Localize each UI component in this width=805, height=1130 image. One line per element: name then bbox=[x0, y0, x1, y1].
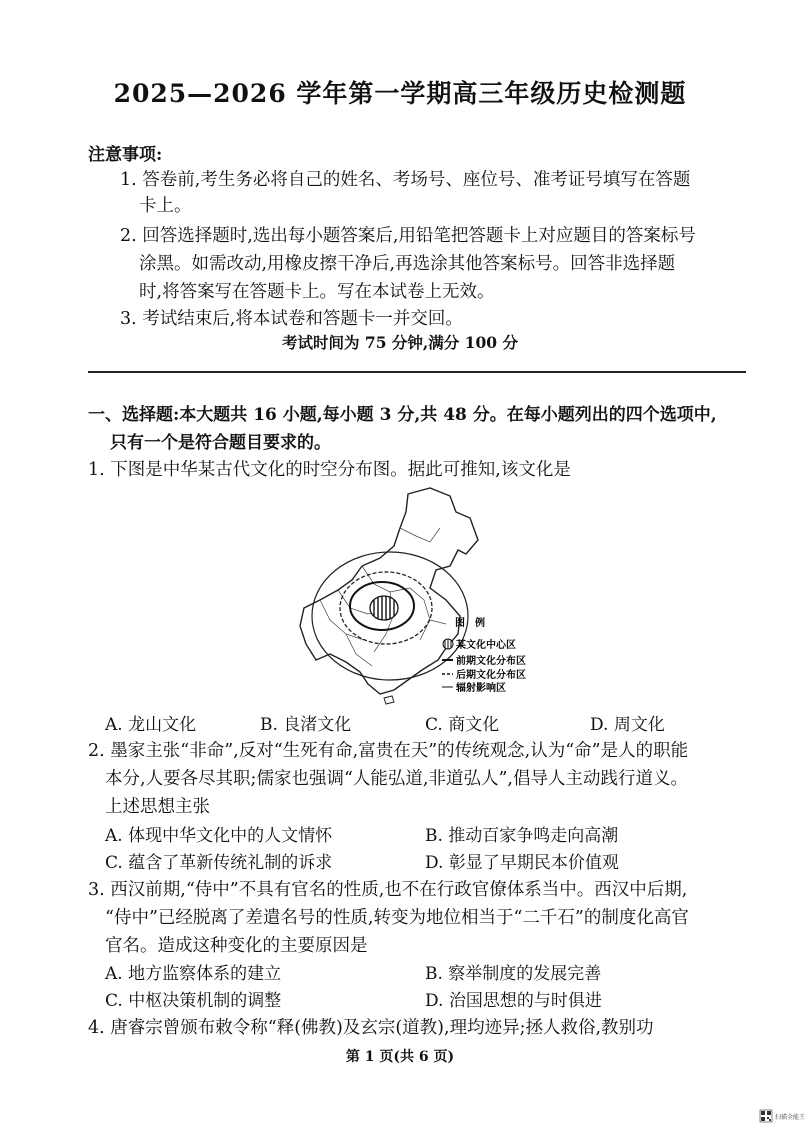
question-2-stem: 本分,人要各尽其职;儒家也强调“人能弘道,非道弘人”,倡导人主动践行道义。 bbox=[105, 769, 688, 789]
q1-option-a: A. 龙山文化 bbox=[105, 715, 197, 735]
legend-later: 后期文化分布区 bbox=[456, 670, 526, 681]
q2-option-d: D. 彰显了早期民本价值观 bbox=[425, 853, 619, 873]
notice-line: 涂黑。如需改动,用橡皮擦干净后,再选涂其他答案标号。回答非选择题 bbox=[139, 254, 676, 274]
notice-line: 卡上。 bbox=[139, 196, 192, 216]
q3-option-d: D. 治国思想的与时俱进 bbox=[425, 991, 602, 1011]
question-4-stem: 4. 唐睿宗曾颁布敕令称“释(佛教)及玄宗(道教),理均迹异;拯人救俗,教别功 bbox=[88, 1018, 654, 1038]
exam-time-note: 考试时间为 75 分钟,满分 100 分 bbox=[282, 333, 518, 352]
question-3-stem: “侍中”已经脱离了差遣名号的性质,转变为地位相当于“二千石”的制度化高官 bbox=[105, 908, 689, 928]
question-2-stem: 上述思想主张 bbox=[105, 797, 210, 817]
legend-early: 前期文化分布区 bbox=[456, 656, 526, 667]
q3-option-c: C. 中枢决策机制的调整 bbox=[105, 991, 282, 1011]
q3-option-b: B. 察举制度的发展完善 bbox=[425, 964, 602, 984]
watermark-text: 扫描全能王 bbox=[775, 1114, 805, 1121]
section-heading: 一、选择题:本大题共 16 小题,每小题 3 分,共 48 分。在每小题列出的四个选项中, bbox=[88, 405, 717, 425]
q2-option-c: C. 蕴含了革新传统礼制的诉求 bbox=[105, 853, 333, 873]
q1-option-c: C. 商文化 bbox=[425, 715, 500, 735]
qr-code-icon bbox=[760, 1110, 772, 1122]
page-title: 2025—2026 学年第一学期高三年级历史检测题 bbox=[113, 79, 687, 108]
q1-option-d: D. 周文化 bbox=[590, 715, 665, 735]
legend-title: 图 例 bbox=[455, 618, 485, 629]
notice-line: 时,将答案写在答题卡上。写在本试卷上无效。 bbox=[139, 282, 495, 302]
question-3-stem: 官名。造成这种变化的主要原因是 bbox=[105, 936, 368, 956]
q3-option-a: A. 地方监察体系的建立 bbox=[105, 964, 282, 984]
divider bbox=[88, 371, 746, 373]
notice-line: 1. 答卷前,考生务必将自己的姓名、考场号、座位号、准考证号填写在答题 bbox=[120, 170, 691, 190]
notice-line: 2. 回答选择题时,选出每小题答案后,用铅笔把答题卡上对应题目的答案标号 bbox=[120, 226, 696, 246]
notice-heading: 注意事项: bbox=[88, 145, 163, 165]
q1-option-b: B. 良渚文化 bbox=[260, 715, 352, 735]
q2-option-a: A. 体现中华文化中的人文情怀 bbox=[105, 826, 333, 846]
question-1-stem: 1. 下图是中华某古代文化的时空分布图。据此可推知,该文化是 bbox=[88, 460, 571, 480]
hainan-island bbox=[384, 696, 394, 704]
q2-option-b: B. 推动百家争鸣走向高潮 bbox=[425, 826, 619, 846]
notice-line: 3. 考试结束后,将本试卷和答题卡一并交回。 bbox=[120, 309, 463, 329]
china-outline bbox=[300, 488, 478, 694]
question-2-stem: 2. 墨家主张“非命”,反对“生死有命,富贵在天”的传统观念,认为“命”是人的职能 bbox=[88, 741, 689, 761]
section-heading-cont: 只有一个是符合题目要求的。 bbox=[110, 433, 331, 453]
culture-distribution-map bbox=[290, 484, 560, 706]
legend-radiation: 辐射影响区 bbox=[456, 683, 506, 694]
legend-center: 某文化中心区 bbox=[456, 640, 516, 651]
page-number: 第 1 页(共 6 页) bbox=[345, 1049, 455, 1065]
question-3-stem: 3. 西汉前期,“侍中”不具有官名的性质,也不在行政官僚体系当中。西汉中后期, bbox=[88, 880, 688, 900]
